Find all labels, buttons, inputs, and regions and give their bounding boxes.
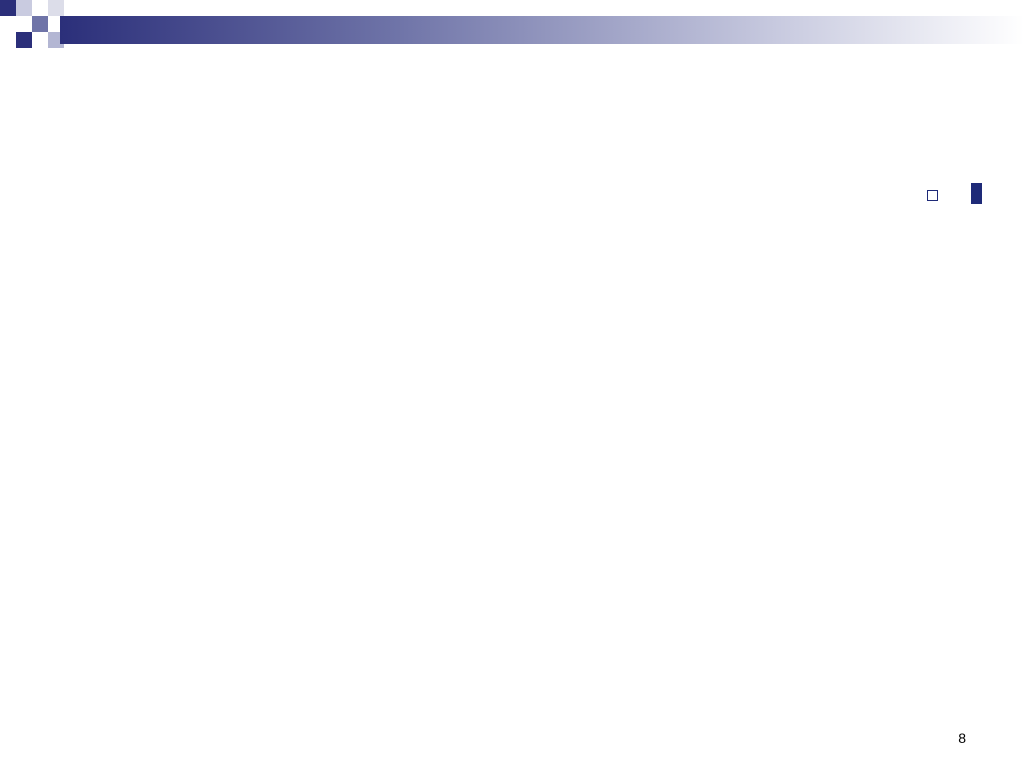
decor-square [16, 0, 32, 16]
page-number: 8 [958, 730, 966, 746]
decor-square [16, 32, 32, 48]
decorative-header [0, 0, 1024, 60]
decor-square [32, 16, 48, 32]
square-bullet-icon [971, 193, 982, 204]
decor-square [48, 0, 64, 16]
slide-body [30, 168, 988, 178]
header-band [60, 16, 1024, 44]
hollow-square-bullet-icon [927, 190, 938, 201]
decor-square [0, 0, 16, 16]
